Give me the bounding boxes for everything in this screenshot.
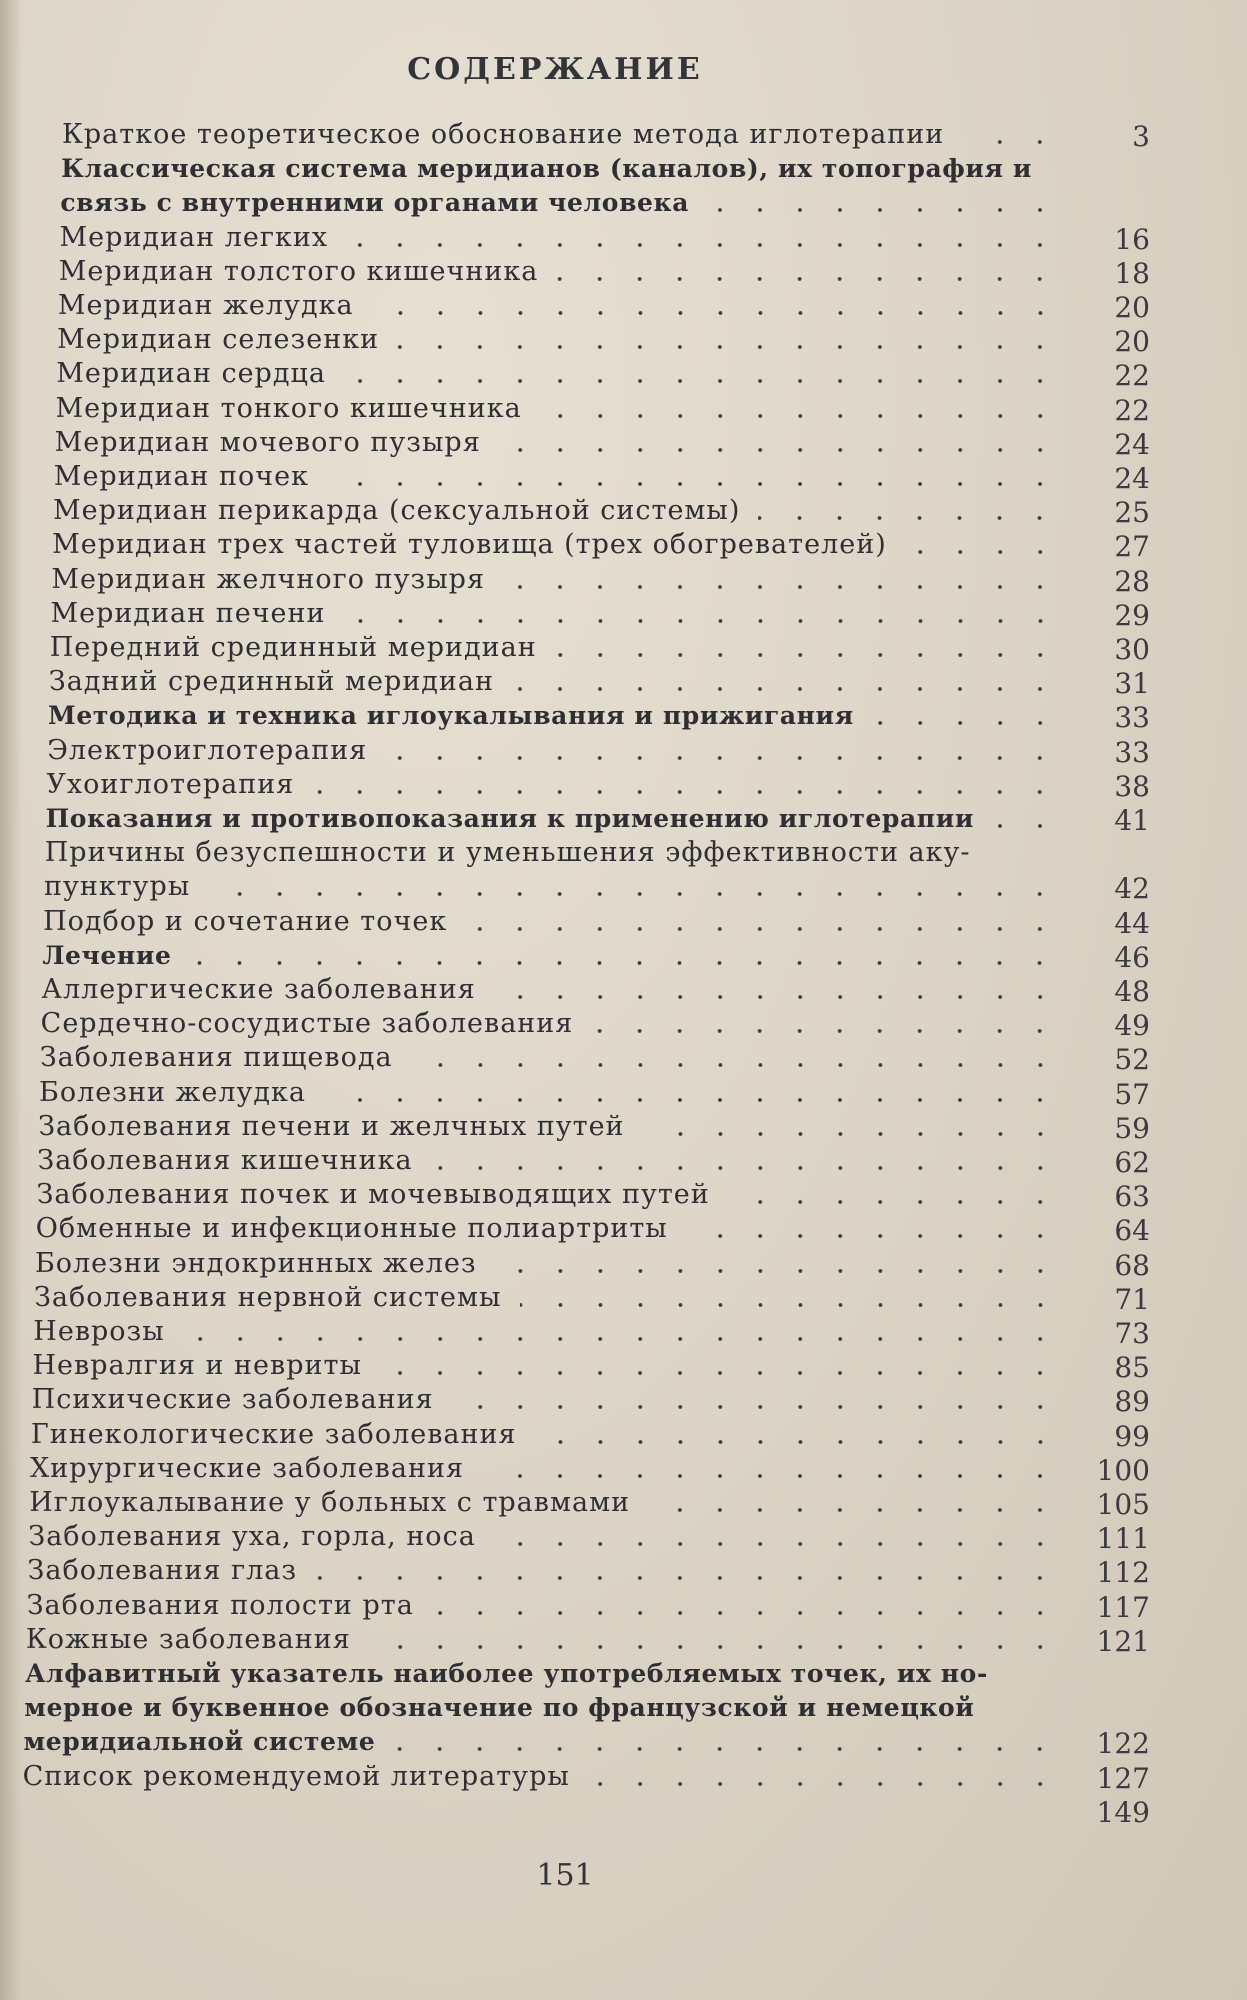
toc-entry-title: Электроиглотерапия [47,734,368,766]
toc-entry-page: 29 [1114,598,1150,632]
toc-entry[interactable] [28,1520,1150,1554]
toc-entry[interactable] [43,905,1150,939]
toc-entry-title: Болезни эндокринных желез [34,1247,477,1279]
toc-entry-title: Иглоукалывание у больных с травмами [29,1487,631,1518]
toc-entry-title: Заболевания пищевода [39,1042,393,1074]
dot-leader [380,1371,1060,1375]
toc-entry[interactable] [48,699,1150,733]
page-number: 151 [536,1858,594,1893]
toc-entry-page: 127 [1096,1761,1150,1795]
dot-leader [494,995,1060,999]
dot-leader [992,824,1060,828]
toc-entry-page: 22 [1114,393,1150,427]
toc-entry-title: пунктуры [43,871,191,903]
toc-entry-page: 64 [1114,1214,1150,1248]
dot-leader [707,208,1060,212]
dot-leader [686,1234,1060,1238]
dot-leader [372,311,1060,315]
toc-entry-title: Неврозы [33,1316,165,1347]
toc-entry[interactable] [38,1110,1150,1144]
toc-entry[interactable] [39,1076,1150,1110]
toc-entry-page: 117 [1096,1590,1150,1624]
toc-entry[interactable] [32,1349,1150,1383]
dot-leader [503,585,1060,589]
toc-entry[interactable] [33,1315,1150,1349]
dot-leader [643,1132,1060,1136]
dot-leader [648,1508,1060,1512]
toc-entry[interactable] [49,665,1150,699]
toc-entry-title: меридиальной системе [23,1727,376,1757]
toc-entry[interactable] [23,1760,1150,1794]
toc-entry-title: Меридиан желудка [57,290,354,321]
toc-entry-page: 73 [1114,1317,1150,1350]
dot-leader [520,1303,1060,1307]
dot-leader [499,448,1060,452]
toc-entry-page: 42 [1114,872,1150,906]
toc-entry[interactable] [60,221,1150,255]
dot-leader [535,1440,1060,1444]
toc-entry-page: 85 [1114,1351,1150,1385]
dot-leader [588,1782,1060,1786]
dot-leader [324,1098,1060,1102]
toc-entry-title: Заболевания нервной системы [34,1281,502,1313]
toc-entry[interactable] [35,1247,1150,1281]
dot-leader [482,1474,1060,1478]
toc-entry[interactable] [47,734,1150,768]
dot-leader [728,1200,1060,1204]
toc-entry-title: Задний срединный меридиан [48,666,495,698]
dot-leader [512,687,1060,691]
toc-entry-page: 16 [1114,222,1150,256]
toc-entry[interactable] [52,528,1150,562]
toc-entry-page: 27 [1114,530,1150,564]
dot-leader [393,1747,1060,1751]
dot-leader [556,277,1060,281]
toc-entry-page: 111 [1096,1522,1150,1556]
dot-leader [344,379,1060,383]
toc-entry[interactable] [50,631,1150,665]
toc-entry-page: 20 [1114,325,1150,359]
toc-entry-title: Заболевания уха, горла, носа [28,1521,476,1553]
toc-entry[interactable] [55,392,1150,426]
dot-leader [452,1405,1060,1409]
toc-entry-title: Психические заболевания [31,1384,434,1416]
toc-entry-page: 49 [1114,1009,1150,1043]
toc-entry[interactable] [41,1007,1150,1041]
dot-leader [327,482,1060,486]
toc-entry[interactable] [46,802,1150,836]
toc-entry-title: Заболевания почек и мочевыводящих путей [36,1179,710,1211]
toc-entry-title: Меридиан селезенки [57,324,380,356]
toc-entry-page: 46 [1114,940,1150,974]
toc-entry[interactable] [23,1725,1150,1759]
toc-entry-page: 89 [1114,1385,1150,1419]
toc-entry-page: 48 [1114,975,1150,1008]
toc-entry-page: 18 [1114,256,1150,290]
dot-leader [385,756,1060,760]
toc-entry-title: Меридиан легких [59,221,329,253]
dot-leader [183,1337,1060,1341]
toc-entry-title: Обменные и инфекционные полиартриты [35,1213,668,1245]
toc-entry[interactable] [55,426,1150,460]
toc-entry-title-line: Алфавитный указатель наиболее употребляемых точек, их но- [25,1659,988,1688]
toc-entry-page: 112 [1096,1556,1150,1590]
toc-entry-title: Невралгия и невриты [32,1350,362,1382]
toc-entry-title: Меридиан трех частей туловища (трех обогревателей) [52,529,887,561]
toc-entry[interactable] [30,1452,1150,1486]
toc-entry[interactable] [32,1383,1150,1417]
toc-entry[interactable] [51,597,1150,631]
toc-entry-page: 71 [1114,1282,1150,1316]
page-title: СОДЕРЖАНИЕ [407,52,703,87]
toc-entry-page: 122 [1096,1727,1150,1761]
toc-entry-title: Заболевания кишечника [37,1145,413,1176]
toc-entry-page: 105 [1096,1488,1150,1521]
toc-entry-title-line: мерное и буквенное обозначение по французской и немецкой [24,1693,975,1723]
toc-entry[interactable] [53,494,1150,528]
toc-entry-page: 63 [1114,1180,1150,1214]
toc-entry-page: 68 [1114,1248,1150,1282]
toc-entry-page: 20 [1114,291,1150,324]
dot-leader [411,1063,1060,1067]
dot-leader [495,1269,1060,1273]
toc-entry-title: Заболевания полости рта [26,1589,414,1621]
toc-entry[interactable] [54,460,1150,494]
toc-entry-title: Меридиан почек [53,461,309,492]
toc-entry-title: Заболевания глаз [27,1555,298,1587]
toc-entry-title: Меридиан сердца [56,358,326,390]
toc-entry-page: 59 [1114,1111,1150,1145]
dot-leader [540,414,1060,418]
toc-entry-title: Заболевания печени и желчных путей [38,1110,625,1142]
dot-leader [344,619,1060,623]
toc-entry[interactable] [46,768,1150,802]
toc-entry-page: 38 [1114,769,1150,803]
dot-leader [315,1576,1060,1580]
toc-entry-page: 25 [1114,496,1150,530]
toc-entry-title: Меридиан мочевого пузыря [54,426,481,458]
toc-entry[interactable] [31,1418,1150,1452]
dot-leader [555,653,1060,657]
toc-entry[interactable] [42,973,1151,1007]
toc-entry[interactable] [56,357,1150,391]
toc-entry-title-line: Причины безуспешности и уменьшения эффективности аку- [44,837,971,869]
toc-entry-title: Лечение [42,940,172,970]
toc-entry-page: 52 [1114,1043,1150,1077]
toc-entry-title: Меридиан желчного пузыря [51,563,485,595]
toc-entry[interactable] [27,1589,1150,1623]
toc-entry-title: Меридиан толстого кишечника [58,255,539,287]
toc-entry[interactable] [44,870,1150,904]
toc-entry-title: Меридиан перикарда (сексуальной системы) [52,495,741,527]
toc-entry-title: Кожные заболевания [25,1623,351,1655]
dot-leader [905,550,1060,554]
toc-entry[interactable] [28,1554,1150,1588]
toc-entry-page: 33 [1114,735,1150,769]
toc-entry-title-line: Классическая система меридианов (каналов), их топография и [61,154,1033,184]
toc-entry-page: 3 [1132,120,1150,153]
toc-entry-title: Методика и техника иглоукалывания и прижигания [48,701,854,731]
dot-leader [494,1542,1060,1546]
dot-leader [431,1166,1060,1170]
toc-entry-title: Меридиан тонкого кишечника [55,392,522,424]
toc-entry-title: Хирургические заболевания [30,1452,464,1484]
toc-entry-page: 44 [1114,906,1150,940]
toc-entry-page: 24 [1114,462,1150,495]
toc-entry[interactable] [62,118,1150,152]
toc-entry[interactable] [57,323,1150,357]
dot-leader [312,790,1060,794]
toc-entry-page: 24 [1114,427,1150,461]
toc-entry[interactable] [58,289,1150,323]
toc-entry-title: Подбор и сочетание точек [43,905,448,937]
toc-entry-page: 57 [1114,1077,1150,1111]
toc-entry-title: связь с внутренними органами человека [60,188,689,218]
dot-leader [208,892,1060,896]
toc-entry-title: Ухоиглотерапия [46,768,295,800]
toc-entry-title: Болезни желудка [39,1076,307,1108]
toc-entry[interactable] [34,1281,1150,1315]
toc-entry-page: 121 [1096,1624,1150,1658]
toc-entry-page: 31 [1114,667,1150,701]
toc-entry[interactable] [36,1212,1150,1246]
dot-leader [758,516,1060,520]
toc-entry[interactable] [51,563,1150,597]
toc-entry-page: 30 [1114,633,1150,666]
toc-entry-page: 28 [1114,564,1150,598]
toc-entry[interactable] [37,1178,1150,1212]
toc-entry[interactable] [37,1144,1150,1178]
toc-entry-page: 33 [1114,701,1150,735]
dot-leader [591,1029,1060,1033]
toc-entry-page: 62 [1114,1146,1150,1179]
dot-leader [346,243,1060,247]
toc-entry[interactable] [22,1794,1150,1828]
toc-entry-page: 41 [1114,804,1150,837]
toc-entry[interactable] [59,255,1150,289]
toc-entry-title: Аллергические заболевания [41,974,476,1005]
toc-entry[interactable] [26,1623,1150,1657]
toc-entry[interactable] [60,186,1150,220]
toc-entry-title: Сердечно-сосудистые заболевания [40,1008,574,1040]
dot-leader [872,721,1060,725]
toc-entry-title: Меридиан печени [50,597,326,629]
toc-entry-title: Передний срединный меридиан [49,632,537,663]
toc-entry-page: 100 [1096,1453,1150,1487]
toc-entry-title: Список рекомендуемой литературы [22,1760,570,1792]
dot-leader [432,1611,1060,1615]
toc-entry[interactable] [29,1486,1150,1520]
toc-entry[interactable] [42,939,1150,973]
toc-entry-title: Краткое теоретическое обоснование метода иглотерапии [62,119,945,150]
toc-entry-title: Показания и противопоказания к применению иглотерапии [45,804,974,833]
dot-leader [465,927,1060,931]
dot-leader [397,345,1060,349]
toc-entry-page: 99 [1114,1419,1150,1453]
dot-leader [369,1645,1060,1649]
toc-entry-title: Гинекологические заболевания [30,1418,517,1450]
toc-entry-page: 149 [1096,1795,1150,1829]
toc-entry-page: 22 [1114,359,1150,393]
dot-leader [189,961,1060,965]
toc-entry[interactable] [40,1041,1150,1075]
dot-leader [962,140,1060,144]
